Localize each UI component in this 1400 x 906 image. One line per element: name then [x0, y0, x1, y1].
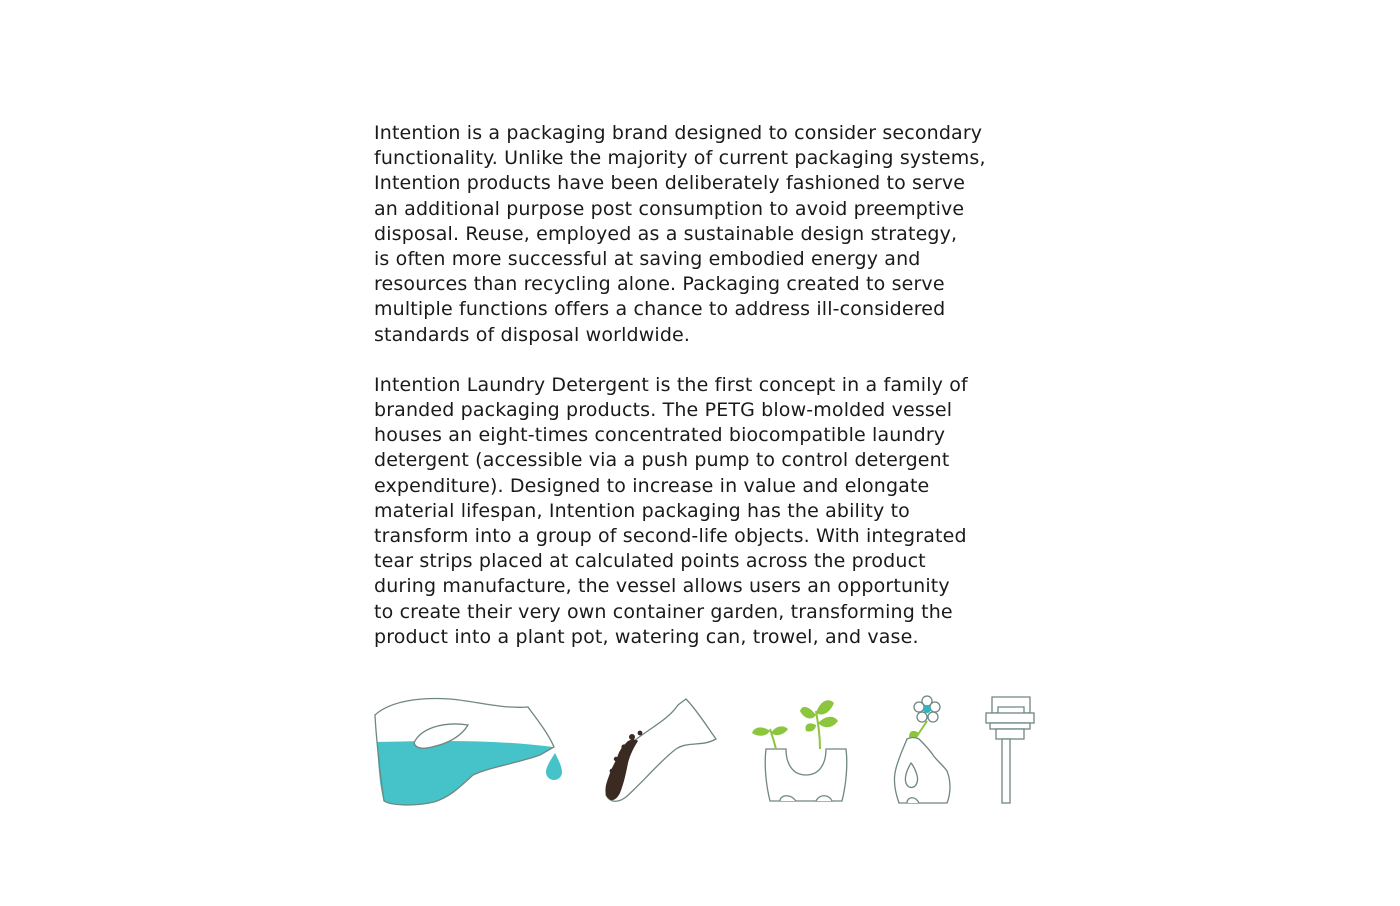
text-line: is often more successful at saving embodied energy and	[374, 248, 921, 271]
text-line: Intention products have been deliberately fashioned to serve	[374, 172, 966, 195]
text-line: material lifespan, Intention packaging has the ability to	[374, 499, 910, 522]
text-line: during manufacture, the vessel allows users an opportunity	[374, 575, 950, 598]
article	[374, 121, 1034, 650]
text-line: tear strips placed at calculated points across the product	[374, 550, 926, 573]
text-line: branded packaging products. The PETG blow-molded vessel	[374, 399, 953, 422]
text-line: disposal. Reuse, employed as a sustainable design strategy,	[374, 222, 958, 245]
text-line: detergent (accessible via a push pump to control detergent	[374, 449, 950, 472]
illustration-row	[370, 690, 1040, 810]
vase-icon	[885, 695, 957, 807]
text-line: transform into a group of second-life objects. With integrated	[374, 525, 967, 548]
text-line: multiple functions offers a chance to address ill-considered	[374, 298, 946, 321]
text-line: houses an eight-times concentrated biocompatible laundry	[374, 424, 946, 447]
text-line: expenditure). Designed to increase in value and elongate	[374, 474, 930, 497]
text-line: product into a plant pot, watering can, trowel, and vase.	[374, 625, 919, 648]
text-line: resources than recycling alone. Packaging created to serve	[374, 273, 945, 296]
text-line: functionality. Unlike the majority of current packaging systems,	[374, 147, 986, 170]
plant-pot-icon	[750, 695, 860, 807]
intro-paragraph	[374, 121, 1034, 348]
text-line: Intention Laundry Detergent is the first concept in a family of	[374, 373, 968, 396]
text-line: an additional purpose post consumption to avoid preemptive	[374, 197, 965, 220]
detail-paragraph	[374, 373, 1034, 650]
text-line: to create their very own container garden, transforming the	[374, 600, 953, 623]
trowel-icon	[598, 695, 724, 807]
watering-can-icon	[370, 695, 570, 807]
push-pump-icon	[980, 695, 1040, 807]
text-line: standards of disposal worldwide.	[374, 323, 691, 346]
text-line: Intention is a packaging brand designed to consider secondary	[374, 122, 983, 144]
